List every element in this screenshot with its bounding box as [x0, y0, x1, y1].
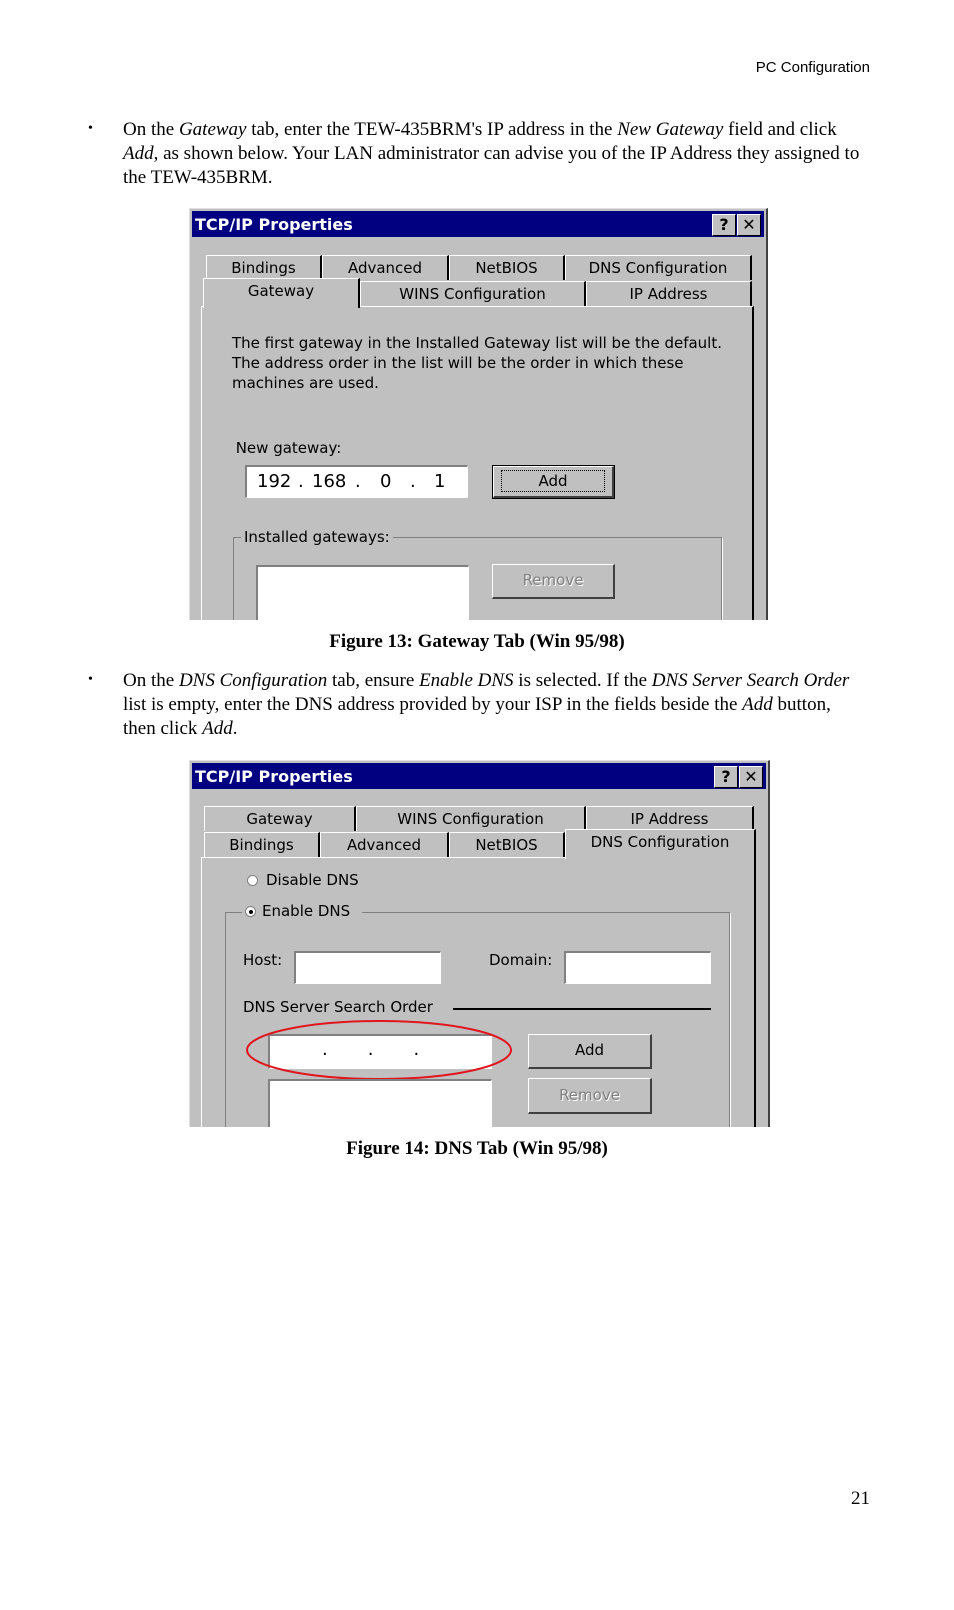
tcpip-properties-dialog-dns — [189, 760, 770, 1127]
remove-button-label: Remove — [522, 571, 584, 589]
tab-dns-configuration[interactable]: DNS Configuration — [565, 829, 756, 859]
dns-search-order-label: DNS Server Search Order — [243, 998, 433, 1016]
dns-server-list[interactable] — [268, 1079, 492, 1127]
title-bar — [192, 211, 764, 237]
tab-dns-configuration[interactable]: DNS Configuration — [565, 255, 752, 280]
bullet-2: • — [88, 672, 93, 687]
close-button[interactable]: ✕ — [737, 214, 761, 236]
paragraph-gateway: On the Gateway tab, enter the TEW-435BRM's IP address in the New Gateway field and click Add, as shown below. Your LAN administrator can advise you of the IP Address they assigned to the TEW-435BRM. — [123, 119, 860, 188]
bullet-1: • — [88, 121, 93, 136]
add-button-label: Add — [574, 1041, 605, 1059]
ip-octet-2: 168 — [312, 471, 347, 492]
domain-label: Domain: — [489, 951, 553, 969]
ip-octet-4: 1 — [434, 471, 446, 492]
tcpip-properties-dialog-gateway — [189, 208, 768, 620]
new-gateway-label: New gateway: — [235, 439, 342, 457]
dialog-title: TCP/IP Properties — [195, 767, 353, 786]
tab-advanced[interactable]: Advanced — [322, 255, 449, 280]
enable-dns-label: Enable DNS — [262, 902, 351, 920]
tab-bindings[interactable]: Bindings — [206, 255, 322, 280]
remove-button[interactable] — [528, 1078, 652, 1114]
title-bar — [192, 763, 766, 789]
tab-gateway[interactable]: Gateway — [204, 806, 356, 831]
host-label: Host: — [243, 951, 283, 969]
figure-14-caption: Figure 14: DNS Tab (Win 95/98) — [346, 1138, 608, 1159]
ip-dot: . — [410, 471, 416, 492]
tab-wins-configuration[interactable]: WINS Configuration — [360, 281, 586, 306]
help-button[interactable]: ? — [714, 766, 738, 788]
tab-netbios[interactable]: NetBIOS — [449, 832, 565, 857]
page-header: PC Configuration — [755, 59, 870, 76]
disable-dns-radio[interactable] — [247, 875, 258, 886]
ip-octet-1: 192 — [257, 471, 292, 492]
red-highlight-ellipse — [244, 1018, 514, 1082]
add-button[interactable] — [493, 466, 614, 498]
enable-dns-option — [242, 902, 362, 920]
close-button[interactable]: ✕ — [739, 766, 763, 788]
paragraph-dns: On the DNS Configuration tab, ensure Enable DNS is selected. If the DNS Server Search Order list is empty, enter the DNS address provided by your ISP in the fields beside the Add button, then click Add. — [123, 670, 850, 739]
disable-dns-label: Disable DNS — [266, 871, 359, 889]
ip-dot: . — [355, 471, 361, 492]
host-field[interactable] — [294, 951, 441, 984]
tab-ip-address[interactable]: IP Address — [586, 281, 752, 306]
separator-line — [453, 1008, 711, 1010]
installed-gateways-list[interactable] — [256, 565, 469, 620]
tab-gateway[interactable]: Gateway — [203, 278, 360, 308]
new-gateway-ip-field[interactable] — [245, 465, 468, 498]
remove-button[interactable] — [492, 564, 615, 599]
tab-wins-configuration[interactable]: WINS Configuration — [356, 806, 586, 831]
tab-bindings[interactable]: Bindings — [204, 832, 320, 857]
tab-ip-address[interactable]: IP Address — [586, 806, 754, 831]
figure-13-caption: Figure 13: Gateway Tab (Win 95/98) — [329, 631, 625, 652]
add-button-label: Add — [502, 471, 603, 491]
tab-netbios[interactable]: NetBIOS — [449, 255, 565, 280]
ip-octet-3: 0 — [380, 471, 392, 492]
ip-dot: . — [298, 471, 304, 492]
add-button[interactable] — [528, 1034, 652, 1069]
enable-dns-radio[interactable] — [245, 906, 256, 917]
domain-field[interactable] — [564, 951, 711, 984]
gateway-description: The first gateway in the Installed Gateway list will be the default. The address order in the list will be the order in which these machines are used. — [232, 334, 722, 392]
ip-dots: . . . — [322, 1039, 420, 1060]
remove-button-label: Remove — [559, 1086, 620, 1104]
help-button[interactable]: ? — [712, 214, 736, 236]
installed-gateways-label: Installed gateways: — [241, 528, 393, 546]
tab-advanced[interactable]: Advanced — [320, 832, 449, 857]
page-number: 21 — [851, 1488, 870, 1509]
dialog-title: TCP/IP Properties — [195, 215, 353, 234]
